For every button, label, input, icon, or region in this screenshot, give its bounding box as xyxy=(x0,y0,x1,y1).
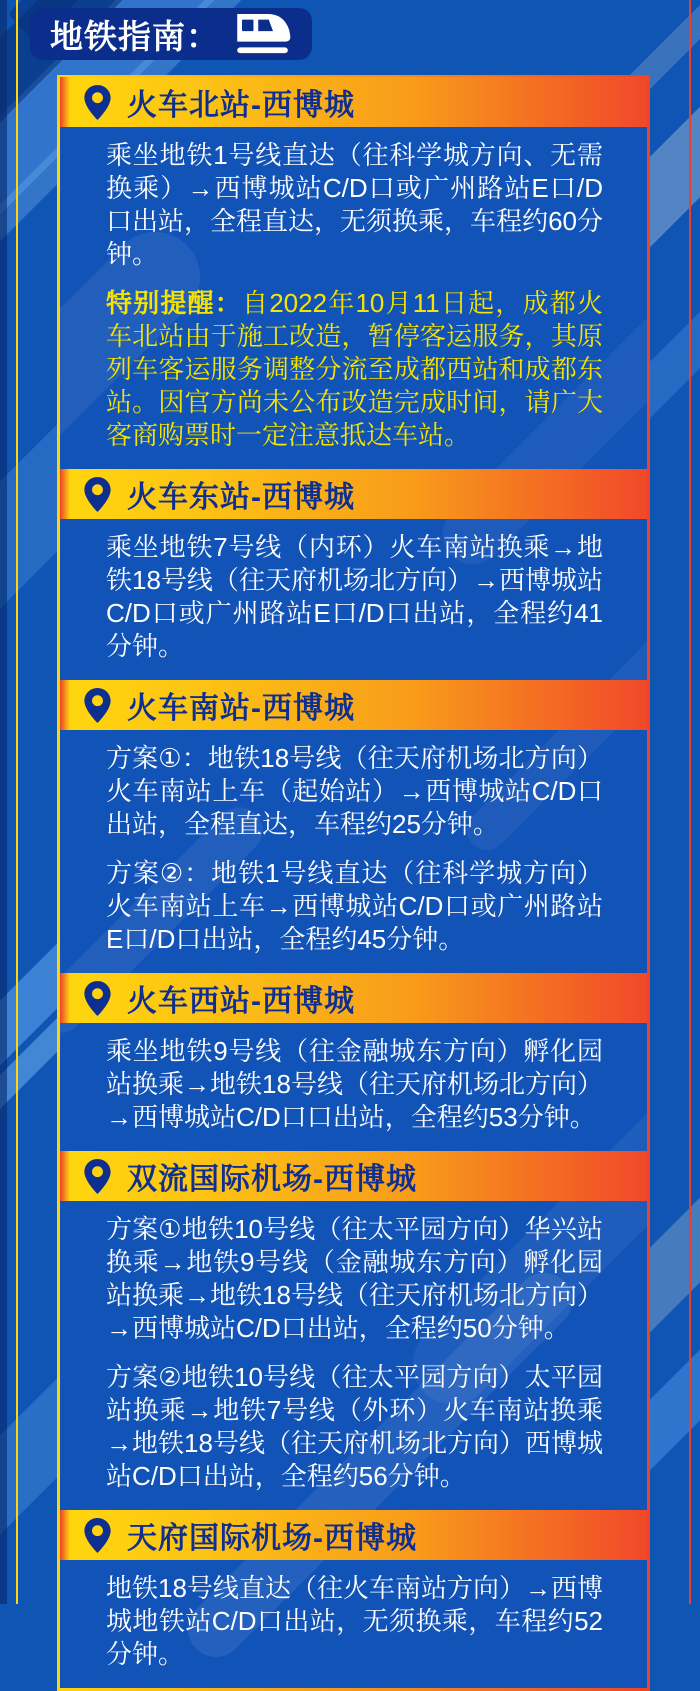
route-paragraph: 乘坐地铁1号线直达（往科学城方向、无需换乘）→西博城站C/D口或广州路站E口/D口出站，全程直达，无须换乘，车程约60分钟。 xyxy=(106,140,603,269)
special-notice xyxy=(106,287,603,452)
section-tianfu-airport xyxy=(60,1510,647,1688)
notice-prefix: 特别提醒： xyxy=(106,288,243,318)
location-pin-icon xyxy=(84,85,111,120)
section-north-railway-station xyxy=(60,77,647,469)
route-paragraph: 乘坐地铁9号线（往金融城东方向）孵化园站换乘→地铁18号线（往天府机场北方向）→西博城站C/D口口出站，全程约53分钟。 xyxy=(106,1036,603,1132)
section-title: 火车北站-西博城 xyxy=(127,89,355,122)
section-title: 火车南站-西博城 xyxy=(127,692,355,725)
section-south-railway-station xyxy=(60,680,647,973)
page-title: 地铁指南： xyxy=(50,17,220,55)
route-paragraph: 乘坐地铁7号线（内环）火车南站换乘→地铁18号线（往天府机场北方向）→西博城站C/D口或广州路站E口/D口出站，全程约41分钟。 xyxy=(106,532,603,661)
section-body xyxy=(60,730,647,973)
section-body xyxy=(60,1560,647,1688)
notice-text: 自2022年10月11日起，成都火车北站由于施工改造，暂停客运服务，其原列车客运服务调整分流至成都西站和成都东站。因官方尚未公布改造完成时间，请广大客商购票时一定注意抵达车站。 xyxy=(106,288,603,450)
section-header xyxy=(60,973,647,1023)
guide-panel xyxy=(57,75,650,1691)
section-body xyxy=(60,1023,647,1151)
location-pin-icon xyxy=(84,1518,111,1553)
location-pin-icon xyxy=(84,688,111,723)
section-body xyxy=(60,127,647,469)
train-icon xyxy=(234,13,292,55)
route-paragraph: 方案①：地铁18号线（往天府机场北方向）火车南站上车（起始站）→西博城站C/D口出站，全程直达，车程约25分钟。 xyxy=(106,743,603,839)
location-pin-icon xyxy=(84,981,111,1016)
section-header xyxy=(60,469,647,519)
right-accent-line xyxy=(689,0,691,1604)
section-west-railway-station xyxy=(60,973,647,1151)
location-pin-icon xyxy=(84,477,111,512)
route-paragraph: 方案②地铁10号线（往太平园方向）太平园站换乘→地铁7号线（外环）火车南站换乘→地铁18号线（往天府机场北方向）西博城站C/D口出站，全程约56分钟。 xyxy=(106,1362,603,1491)
metro-guide-badge xyxy=(30,8,312,60)
section-title: 火车东站-西博城 xyxy=(127,481,355,514)
section-body xyxy=(60,519,647,680)
section-title: 天府国际机场-西博城 xyxy=(127,1522,417,1555)
section-header xyxy=(60,1151,647,1201)
route-paragraph: 方案②：地铁1号线直达（往科学城方向）火车南站上车→西博城站C/D口或广州路站E口/D口出站，全程约45分钟。 xyxy=(106,858,603,954)
section-title: 双流国际机场-西博城 xyxy=(127,1163,417,1196)
section-header xyxy=(60,680,647,730)
route-paragraph: 地铁18号线直达（往火车南站方向）→西博城地铁站C/D口出站，无须换乘，车程约52分钟。 xyxy=(106,1573,603,1669)
left-accent-line xyxy=(16,0,18,1604)
section-header xyxy=(60,77,647,127)
section-body xyxy=(60,1201,647,1510)
section-shuangliu-airport xyxy=(60,1151,647,1510)
section-east-railway-station xyxy=(60,469,647,680)
location-pin-icon xyxy=(84,1159,111,1194)
route-paragraph: 方案①地铁10号线（往太平园方向）华兴站换乘→地铁9号线（金融城东方向）孵化园站换乘→地铁18号线（往天府机场北方向）→西博城站C/D口出站，全程约50分钟。 xyxy=(106,1214,603,1343)
section-header xyxy=(60,1510,647,1560)
section-title: 火车西站-西博城 xyxy=(127,985,355,1018)
